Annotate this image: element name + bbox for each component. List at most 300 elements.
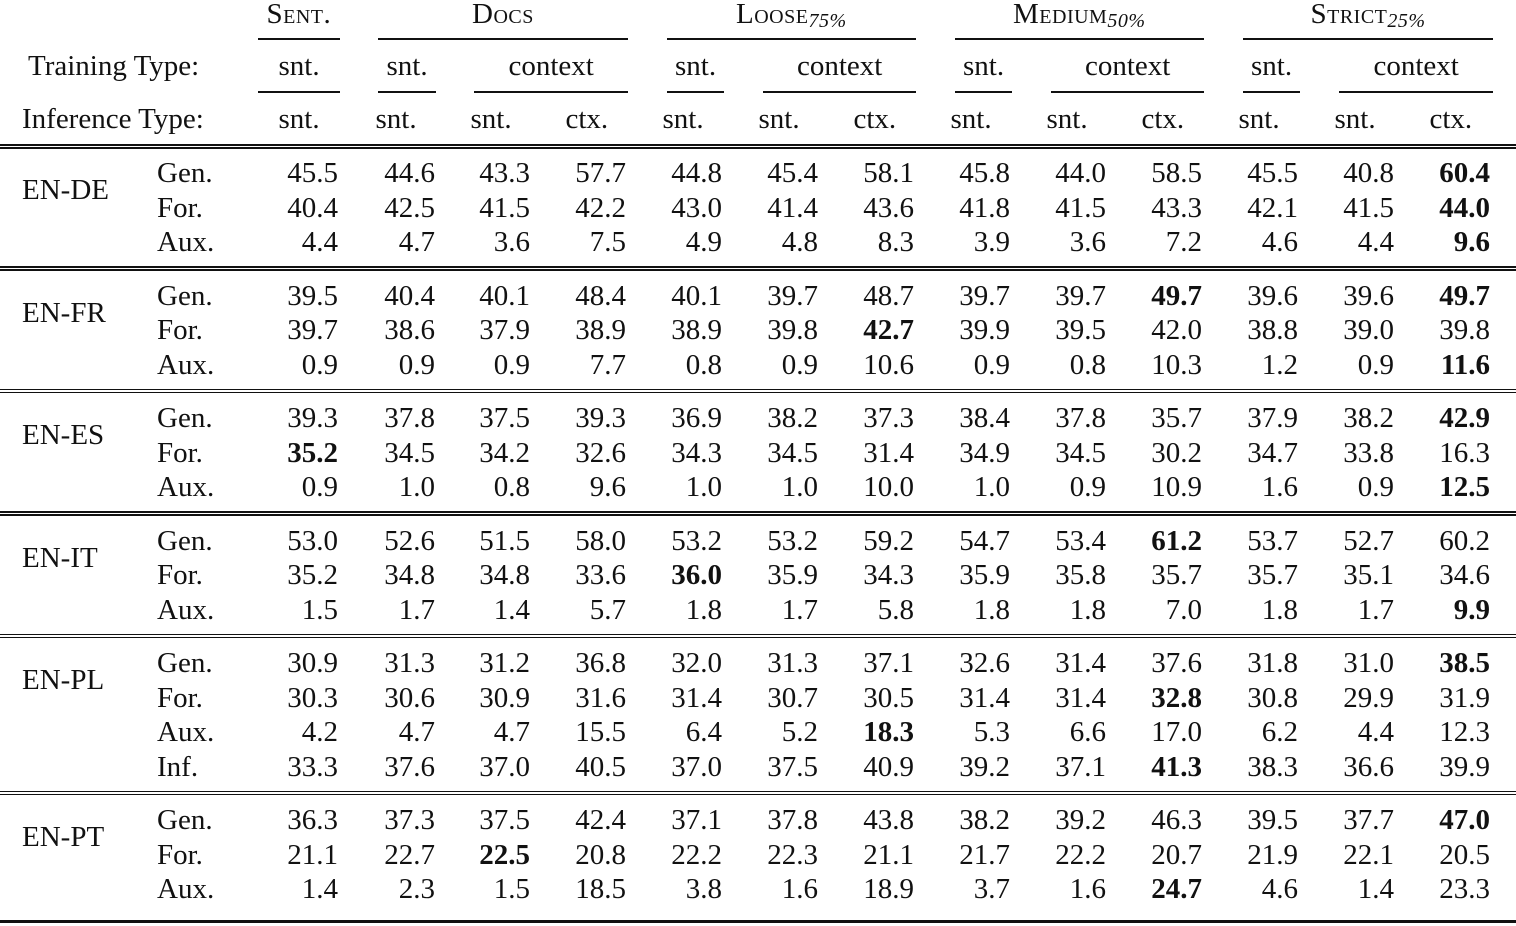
score-cell: 30.5 [863, 681, 914, 714]
score-cell: 34.8 [479, 559, 530, 591]
metric-label: Inf. [157, 750, 199, 783]
score-cell: 34.9 [959, 436, 1010, 469]
score-cell: 20.8 [575, 838, 626, 871]
best-score-cell: 49.7 [1151, 279, 1202, 312]
score-cell: 37.5 [479, 804, 530, 836]
score-cell: 45.5 [287, 157, 338, 189]
score-cell: 4.4 [1357, 226, 1394, 258]
column-group-header [472, 0, 534, 31]
score-cell: 1.0 [973, 471, 1010, 503]
score-cell: 40.4 [287, 191, 338, 224]
score-cell: 39.5 [1247, 804, 1298, 836]
training-type-cell: context [1085, 50, 1171, 82]
score-cell: 1.7 [398, 593, 435, 626]
training-type-cell: context [508, 50, 594, 82]
score-cell: 35.1 [1343, 559, 1394, 591]
score-cell: 57.7 [575, 157, 626, 189]
column-group-header [267, 0, 332, 31]
group-separator-bottom [0, 269, 1516, 271]
score-cell: 37.1 [863, 647, 914, 679]
score-cell: 36.6 [1343, 750, 1394, 783]
group-underline [1243, 38, 1493, 40]
score-cell: 30.9 [287, 647, 338, 679]
group-underline [955, 38, 1204, 40]
score-cell: 52.6 [384, 524, 435, 557]
score-cell: 34.6 [1439, 559, 1490, 591]
inference-type-cell: snt. [662, 103, 704, 135]
score-cell: 30.7 [767, 681, 818, 714]
score-cell: 1.7 [1357, 593, 1394, 626]
training-type-cell: context [797, 50, 883, 82]
language-pair-label: EN-IT [22, 541, 98, 574]
score-cell: 9.6 [589, 471, 626, 503]
score-cell: 34.3 [671, 436, 722, 469]
score-cell: 37.1 [671, 804, 722, 836]
metric-label: Aux. [157, 716, 215, 748]
score-cell: 1.6 [1069, 873, 1106, 905]
score-cell: 30.6 [384, 681, 435, 714]
score-cell: 5.2 [781, 716, 818, 748]
best-score-cell: 12.5 [1439, 471, 1490, 503]
training-type-cell: snt. [278, 50, 320, 82]
training-underline [1051, 91, 1204, 93]
metric-label: Aux. [157, 593, 215, 626]
group-underline [378, 38, 628, 40]
score-cell: 39.8 [767, 314, 818, 346]
language-pair-label: EN-PL [22, 664, 105, 696]
score-cell: 3.6 [493, 226, 530, 258]
score-cell: 1.4 [1357, 873, 1394, 905]
score-cell: 31.0 [1343, 647, 1394, 679]
score-cell: 39.2 [959, 750, 1010, 783]
score-cell: 5.8 [877, 593, 914, 626]
metric-label: Gen. [157, 279, 213, 312]
inference-type-cell: snt. [950, 103, 992, 135]
language-pair-label: EN-ES [22, 419, 105, 451]
score-cell: 30.9 [479, 681, 530, 714]
score-cell: 37.5 [479, 402, 530, 434]
language-pair-label: EN-DE [22, 174, 109, 206]
group-separator-top [0, 791, 1516, 793]
inference-type-cell: ctx. [1141, 103, 1185, 135]
training-underline [667, 91, 724, 93]
score-cell: 7.7 [589, 348, 626, 381]
score-cell: 46.3 [1151, 804, 1202, 836]
score-cell: 53.0 [287, 524, 338, 557]
metric-label: Gen. [157, 647, 213, 679]
training-type-cell: snt. [963, 50, 1005, 82]
score-cell: 0.9 [1069, 471, 1106, 503]
score-cell: 53.4 [1055, 524, 1106, 557]
training-type-cell: snt. [386, 50, 428, 82]
best-score-cell: 18.3 [863, 716, 914, 748]
score-cell: 34.5 [1055, 436, 1106, 469]
score-cell: 35.7 [1247, 559, 1298, 591]
score-cell: 22.3 [767, 838, 818, 871]
score-cell: 6.4 [685, 716, 722, 748]
score-cell: 0.9 [493, 348, 530, 381]
score-cell: 37.6 [384, 750, 435, 783]
inference-type-cell: ctx. [1429, 103, 1473, 135]
column-group-header [1013, 0, 1146, 38]
score-cell: 4.6 [1261, 873, 1298, 905]
score-cell: 4.4 [1357, 716, 1394, 748]
score-cell: 39.0 [1343, 314, 1394, 346]
score-cell: 37.9 [479, 314, 530, 346]
score-cell: 22.2 [671, 838, 722, 871]
training-underline [258, 91, 340, 93]
score-cell: 4.4 [301, 226, 338, 258]
score-cell: 31.3 [384, 647, 435, 679]
score-cell: 38.2 [1343, 402, 1394, 434]
score-cell: 22.7 [384, 838, 435, 871]
score-cell: 4.2 [301, 716, 338, 748]
score-cell: 1.8 [973, 593, 1010, 626]
best-score-cell: 32.8 [1151, 681, 1202, 714]
best-score-cell: 60.4 [1439, 157, 1490, 189]
language-pair-label: EN-FR [22, 296, 106, 329]
score-cell: 43.3 [479, 157, 530, 189]
score-cell: 6.2 [1261, 716, 1298, 748]
score-cell: 30.3 [287, 681, 338, 714]
score-cell: 42.1 [1247, 191, 1298, 224]
score-cell: 37.8 [1055, 402, 1106, 434]
score-cell: 3.6 [1069, 226, 1106, 258]
inference-type-cell: snt. [758, 103, 800, 135]
score-cell: 0.8 [685, 348, 722, 381]
score-cell: 38.4 [959, 402, 1010, 434]
score-cell: 37.3 [863, 402, 914, 434]
score-cell: 0.9 [301, 348, 338, 381]
score-cell: 39.7 [959, 279, 1010, 312]
score-cell: 21.9 [1247, 838, 1298, 871]
best-score-cell: 9.6 [1453, 226, 1490, 258]
score-cell: 33.8 [1343, 436, 1394, 469]
score-cell: 10.3 [1151, 348, 1202, 381]
score-cell: 1.8 [1069, 593, 1106, 626]
score-cell: 5.7 [589, 593, 626, 626]
metric-label: Aux. [157, 226, 215, 258]
score-cell: 40.4 [384, 279, 435, 312]
score-cell: 1.4 [301, 873, 338, 905]
score-cell: 1.0 [781, 471, 818, 503]
score-cell: 42.2 [575, 191, 626, 224]
score-cell: 43.8 [863, 804, 914, 836]
score-cell: 31.4 [863, 436, 914, 469]
metric-label: Aux. [157, 873, 215, 905]
score-cell: 48.7 [863, 279, 914, 312]
score-cell: 38.6 [384, 314, 435, 346]
score-cell: 35.9 [959, 559, 1010, 591]
score-cell: 29.9 [1343, 681, 1394, 714]
best-score-cell: 22.5 [479, 838, 530, 871]
score-cell: 22.1 [1343, 838, 1394, 871]
score-cell: 39.3 [287, 402, 338, 434]
score-cell: 33.3 [287, 750, 338, 783]
group-separator-top [0, 511, 1516, 513]
score-cell: 32.6 [959, 647, 1010, 679]
training-underline [1243, 91, 1300, 93]
score-cell: 21.7 [959, 838, 1010, 871]
score-cell: 39.5 [287, 279, 338, 312]
score-cell: 4.6 [1261, 226, 1298, 258]
metric-label: For. [157, 681, 203, 714]
column-group-header [1311, 0, 1426, 38]
score-cell: 39.6 [1343, 279, 1394, 312]
score-cell: 5.3 [973, 716, 1010, 748]
score-cell: 54.7 [959, 524, 1010, 557]
score-cell: 35.7 [1151, 559, 1202, 591]
score-cell: 39.9 [959, 314, 1010, 346]
score-cell: 32.0 [671, 647, 722, 679]
score-cell: 18.9 [863, 873, 914, 905]
score-cell: 21.1 [287, 838, 338, 871]
best-score-cell: 36.0 [671, 559, 722, 591]
score-cell: 39.8 [1439, 314, 1490, 346]
score-cell: 34.2 [479, 436, 530, 469]
score-cell: 1.8 [1261, 593, 1298, 626]
metric-label: For. [157, 436, 203, 469]
score-cell: 36.8 [575, 647, 626, 679]
score-cell: 39.3 [575, 402, 626, 434]
score-cell: 31.2 [479, 647, 530, 679]
best-score-cell: 44.0 [1439, 191, 1490, 224]
group-label: Loose [736, 0, 809, 30]
score-cell: 38.2 [959, 804, 1010, 836]
score-cell: 1.0 [685, 471, 722, 503]
group-separator-bottom [0, 794, 1516, 796]
score-cell: 34.8 [384, 559, 435, 591]
score-cell: 37.8 [384, 402, 435, 434]
score-cell: 22.2 [1055, 838, 1106, 871]
score-cell: 7.5 [589, 226, 626, 258]
best-score-cell: 41.3 [1151, 750, 1202, 783]
score-cell: 33.6 [575, 559, 626, 591]
score-cell: 37.7 [1343, 804, 1394, 836]
score-cell: 1.6 [781, 873, 818, 905]
training-type-cell: context [1373, 50, 1459, 82]
score-cell: 7.2 [1165, 226, 1202, 258]
score-cell: 38.9 [671, 314, 722, 346]
score-cell: 31.8 [1247, 647, 1298, 679]
score-cell: 40.1 [671, 279, 722, 312]
score-cell: 43.0 [671, 191, 722, 224]
training-underline [474, 91, 628, 93]
group-label: Docs [472, 0, 534, 30]
metric-label: For. [157, 314, 203, 346]
score-cell: 45.4 [767, 157, 818, 189]
score-cell: 34.7 [1247, 436, 1298, 469]
group-separator-bottom [0, 637, 1516, 639]
score-cell: 53.7 [1247, 524, 1298, 557]
column-group-header [736, 0, 847, 38]
score-cell: 45.5 [1247, 157, 1298, 189]
score-cell: 60.2 [1439, 524, 1490, 557]
header-rule-top [0, 144, 1516, 146]
group-separator-bottom [0, 392, 1516, 394]
metric-label: Aux. [157, 471, 215, 503]
score-cell: 4.7 [493, 716, 530, 748]
score-cell: 6.6 [1069, 716, 1106, 748]
best-score-cell: 42.9 [1439, 402, 1490, 434]
metric-label: Gen. [157, 524, 213, 557]
table-bottom-rule [0, 920, 1516, 923]
score-cell: 44.8 [671, 157, 722, 189]
score-cell: 41.8 [959, 191, 1010, 224]
inference-type-cell: snt. [278, 103, 320, 135]
score-cell: 0.9 [1357, 348, 1394, 381]
metric-label: Gen. [157, 804, 213, 836]
score-cell: 18.5 [575, 873, 626, 905]
inference-type-cell: snt. [470, 103, 512, 135]
score-cell: 4.8 [781, 226, 818, 258]
score-cell: 41.5 [479, 191, 530, 224]
score-cell: 31.4 [1055, 647, 1106, 679]
score-cell: 39.7 [287, 314, 338, 346]
training-underline [378, 91, 436, 93]
score-cell: 0.9 [301, 471, 338, 503]
score-cell: 23.3 [1439, 873, 1490, 905]
training-underline [763, 91, 916, 93]
group-separator-top [0, 389, 1516, 391]
training-type-cell: snt. [675, 50, 717, 82]
score-cell: 4.7 [398, 226, 435, 258]
score-cell: 31.6 [575, 681, 626, 714]
score-cell: 35.7 [1151, 402, 1202, 434]
score-cell: 0.9 [398, 348, 435, 381]
score-cell: 1.5 [493, 873, 530, 905]
score-cell: 31.9 [1439, 681, 1490, 714]
metric-label: Aux. [157, 348, 215, 381]
score-cell: 38.2 [767, 402, 818, 434]
score-cell: 34.3 [863, 559, 914, 591]
score-cell: 37.3 [384, 804, 435, 836]
score-cell: 0.9 [781, 348, 818, 381]
score-cell: 39.5 [1055, 314, 1106, 346]
score-cell: 37.6 [1151, 647, 1202, 679]
score-cell: 37.0 [479, 750, 530, 783]
score-cell: 31.4 [671, 681, 722, 714]
score-cell: 4.9 [685, 226, 722, 258]
score-cell: 40.8 [1343, 157, 1394, 189]
best-score-cell: 9.9 [1453, 593, 1490, 626]
metric-label: Gen. [157, 402, 213, 434]
best-score-cell: 47.0 [1439, 804, 1490, 836]
score-cell: 20.5 [1439, 838, 1490, 871]
score-cell: 39.6 [1247, 279, 1298, 312]
group-underline [258, 38, 340, 40]
score-cell: 8.3 [877, 226, 914, 258]
metric-label: For. [157, 191, 203, 224]
score-cell: 10.6 [863, 348, 914, 381]
score-cell: 58.1 [863, 157, 914, 189]
score-cell: 3.9 [973, 226, 1010, 258]
score-cell: 53.2 [671, 524, 722, 557]
score-cell: 37.9 [1247, 402, 1298, 434]
score-cell: 58.0 [575, 524, 626, 557]
score-cell: 34.5 [767, 436, 818, 469]
group-label: Sent. [266, 0, 332, 30]
score-cell: 1.7 [781, 593, 818, 626]
inference-type-cell: ctx. [565, 103, 609, 135]
score-cell: 30.2 [1151, 436, 1202, 469]
score-cell: 41.4 [767, 191, 818, 224]
score-cell: 1.8 [685, 593, 722, 626]
score-cell: 17.0 [1151, 716, 1202, 748]
inference-type-cell: snt. [375, 103, 417, 135]
metric-label: For. [157, 559, 203, 591]
inference-type-cell: snt. [1334, 103, 1376, 135]
best-score-cell: 35.2 [287, 436, 338, 469]
score-cell: 42.0 [1151, 314, 1202, 346]
score-cell: 2.3 [398, 873, 435, 905]
group-label: Strict [1310, 0, 1388, 30]
inference-type-label: Inference Type: [22, 103, 204, 135]
group-separator-top [0, 266, 1516, 268]
group-subscript: 25% [1387, 10, 1426, 32]
score-cell: 43.3 [1151, 191, 1202, 224]
score-cell: 1.2 [1261, 348, 1298, 381]
score-cell: 10.9 [1151, 471, 1202, 503]
score-cell: 53.2 [767, 524, 818, 557]
group-underline [667, 38, 916, 40]
inference-type-cell: snt. [1046, 103, 1088, 135]
score-cell: 31.4 [959, 681, 1010, 714]
score-cell: 38.8 [1247, 314, 1298, 346]
inference-type-cell: snt. [1238, 103, 1280, 135]
score-cell: 0.8 [493, 471, 530, 503]
best-score-cell: 24.7 [1151, 873, 1202, 905]
score-cell: 42.5 [384, 191, 435, 224]
score-cell: 15.5 [575, 716, 626, 748]
score-cell: 37.5 [767, 750, 818, 783]
score-cell: 38.9 [575, 314, 626, 346]
score-cell: 39.9 [1439, 750, 1490, 783]
metric-label: For. [157, 838, 203, 871]
best-score-cell: 42.7 [863, 314, 914, 346]
score-cell: 3.8 [685, 873, 722, 905]
best-score-cell: 61.2 [1151, 524, 1202, 557]
score-cell: 58.5 [1151, 157, 1202, 189]
score-cell: 0.8 [1069, 348, 1106, 381]
score-cell: 35.2 [287, 559, 338, 591]
score-cell: 10.0 [863, 471, 914, 503]
training-type-cell: snt. [1251, 50, 1293, 82]
score-cell: 36.3 [287, 804, 338, 836]
score-cell: 35.9 [767, 559, 818, 591]
score-cell: 0.9 [1357, 471, 1394, 503]
language-pair-label: EN-PT [22, 821, 105, 853]
training-underline [955, 91, 1012, 93]
score-cell: 48.4 [575, 279, 626, 312]
score-cell: 44.0 [1055, 157, 1106, 189]
score-cell: 37.1 [1055, 750, 1106, 783]
score-cell: 12.3 [1439, 716, 1490, 748]
score-cell: 35.8 [1055, 559, 1106, 591]
header-rule-bottom [0, 147, 1516, 149]
score-cell: 1.6 [1261, 471, 1298, 503]
score-cell: 41.5 [1343, 191, 1394, 224]
score-cell: 20.7 [1151, 838, 1202, 871]
best-score-cell: 49.7 [1439, 279, 1490, 312]
score-cell: 40.5 [575, 750, 626, 783]
score-cell: 45.8 [959, 157, 1010, 189]
score-cell: 39.7 [767, 279, 818, 312]
best-score-cell: 11.6 [1440, 348, 1490, 381]
score-cell: 1.0 [398, 471, 435, 503]
score-cell: 41.5 [1055, 191, 1106, 224]
group-separator-top [0, 634, 1516, 636]
